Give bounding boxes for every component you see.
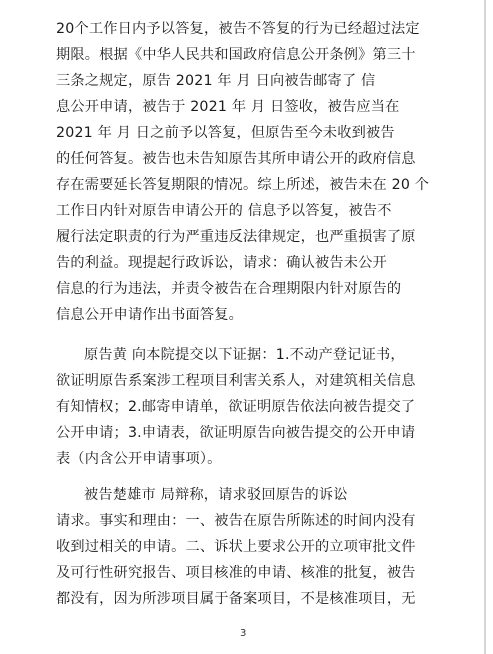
text-line: 被告楚雄市 局辩称，请求驳回原告的诉讼 (84, 487, 348, 503)
text-line: 信息公开申请作出书面答复。 (56, 307, 244, 323)
paragraph-1 (56, 16, 456, 328)
paragraph-2 (56, 342, 456, 472)
text-line: 信息的行为违法，并责令被告在合理期限内针对原告的 (56, 281, 402, 297)
text-line: 原告黄 向本院提交以下证据：1.不动产登记证书， (84, 347, 405, 363)
text-line: 20个工作日内予以答复，被告不答复的行为已经超过法定 (56, 21, 420, 37)
text-line: 期限。根据《中华人民共和国政府信息公开条例》第三十 (56, 47, 416, 63)
text-line: 有知情权；2.邮寄申请单，欲证明原告依法向被告提交了 (56, 399, 416, 415)
paragraph-3 (56, 482, 456, 612)
text-line: 收到过相关的申请。二、诉状上要求公开的立项审批文件 (56, 539, 416, 555)
page-edge-line (484, 0, 486, 654)
text-line: 欲证明原告系案涉工程项目利害关系人，对建筑相关信息 (56, 373, 416, 389)
text-line: 公开申请；3.申请表，欲证明原告向被告提交的公开申请 (56, 425, 416, 441)
text-line: 2021 年 月 日之前予以答复，但原告至今未收到被告 (56, 125, 395, 141)
text-line: 告的利益。现提起行政诉讼，请求：确认被告未公开 (56, 255, 387, 271)
text-line: 的任何答复。被告也未告知原告其所申请公开的政府信息 (56, 151, 416, 167)
text-line: 工作日内针对原告申请公开的 信息予以答复，被告不 (56, 203, 392, 219)
text-line: 请求。事实和理由：一、被告在原告所陈述的时间内没有 (56, 513, 416, 529)
page-number: 3 (240, 628, 247, 639)
text-line: 三条之规定，原告 2021 年 月 日向被告邮寄了 信 (56, 73, 376, 89)
text-line: 履行法定职责的行为严重违反法律规定，也严重损害了原 (56, 229, 416, 245)
text-line: 息公开申请，被告于 2021 年 月 日签收，被告应当在 (56, 99, 400, 115)
text-line: 存在需要延长答复期限的情况。综上所述，被告未在 20 个 (56, 177, 430, 193)
text-line: 都没有，因为所涉项目属于备案项目，不是核准项目，无 (56, 591, 416, 607)
text-line: 表（内含公开申请事项）。 (56, 451, 222, 467)
text-line: 及可行性研究报告、项目核准的申请、核准的批复，被告 (56, 565, 416, 581)
